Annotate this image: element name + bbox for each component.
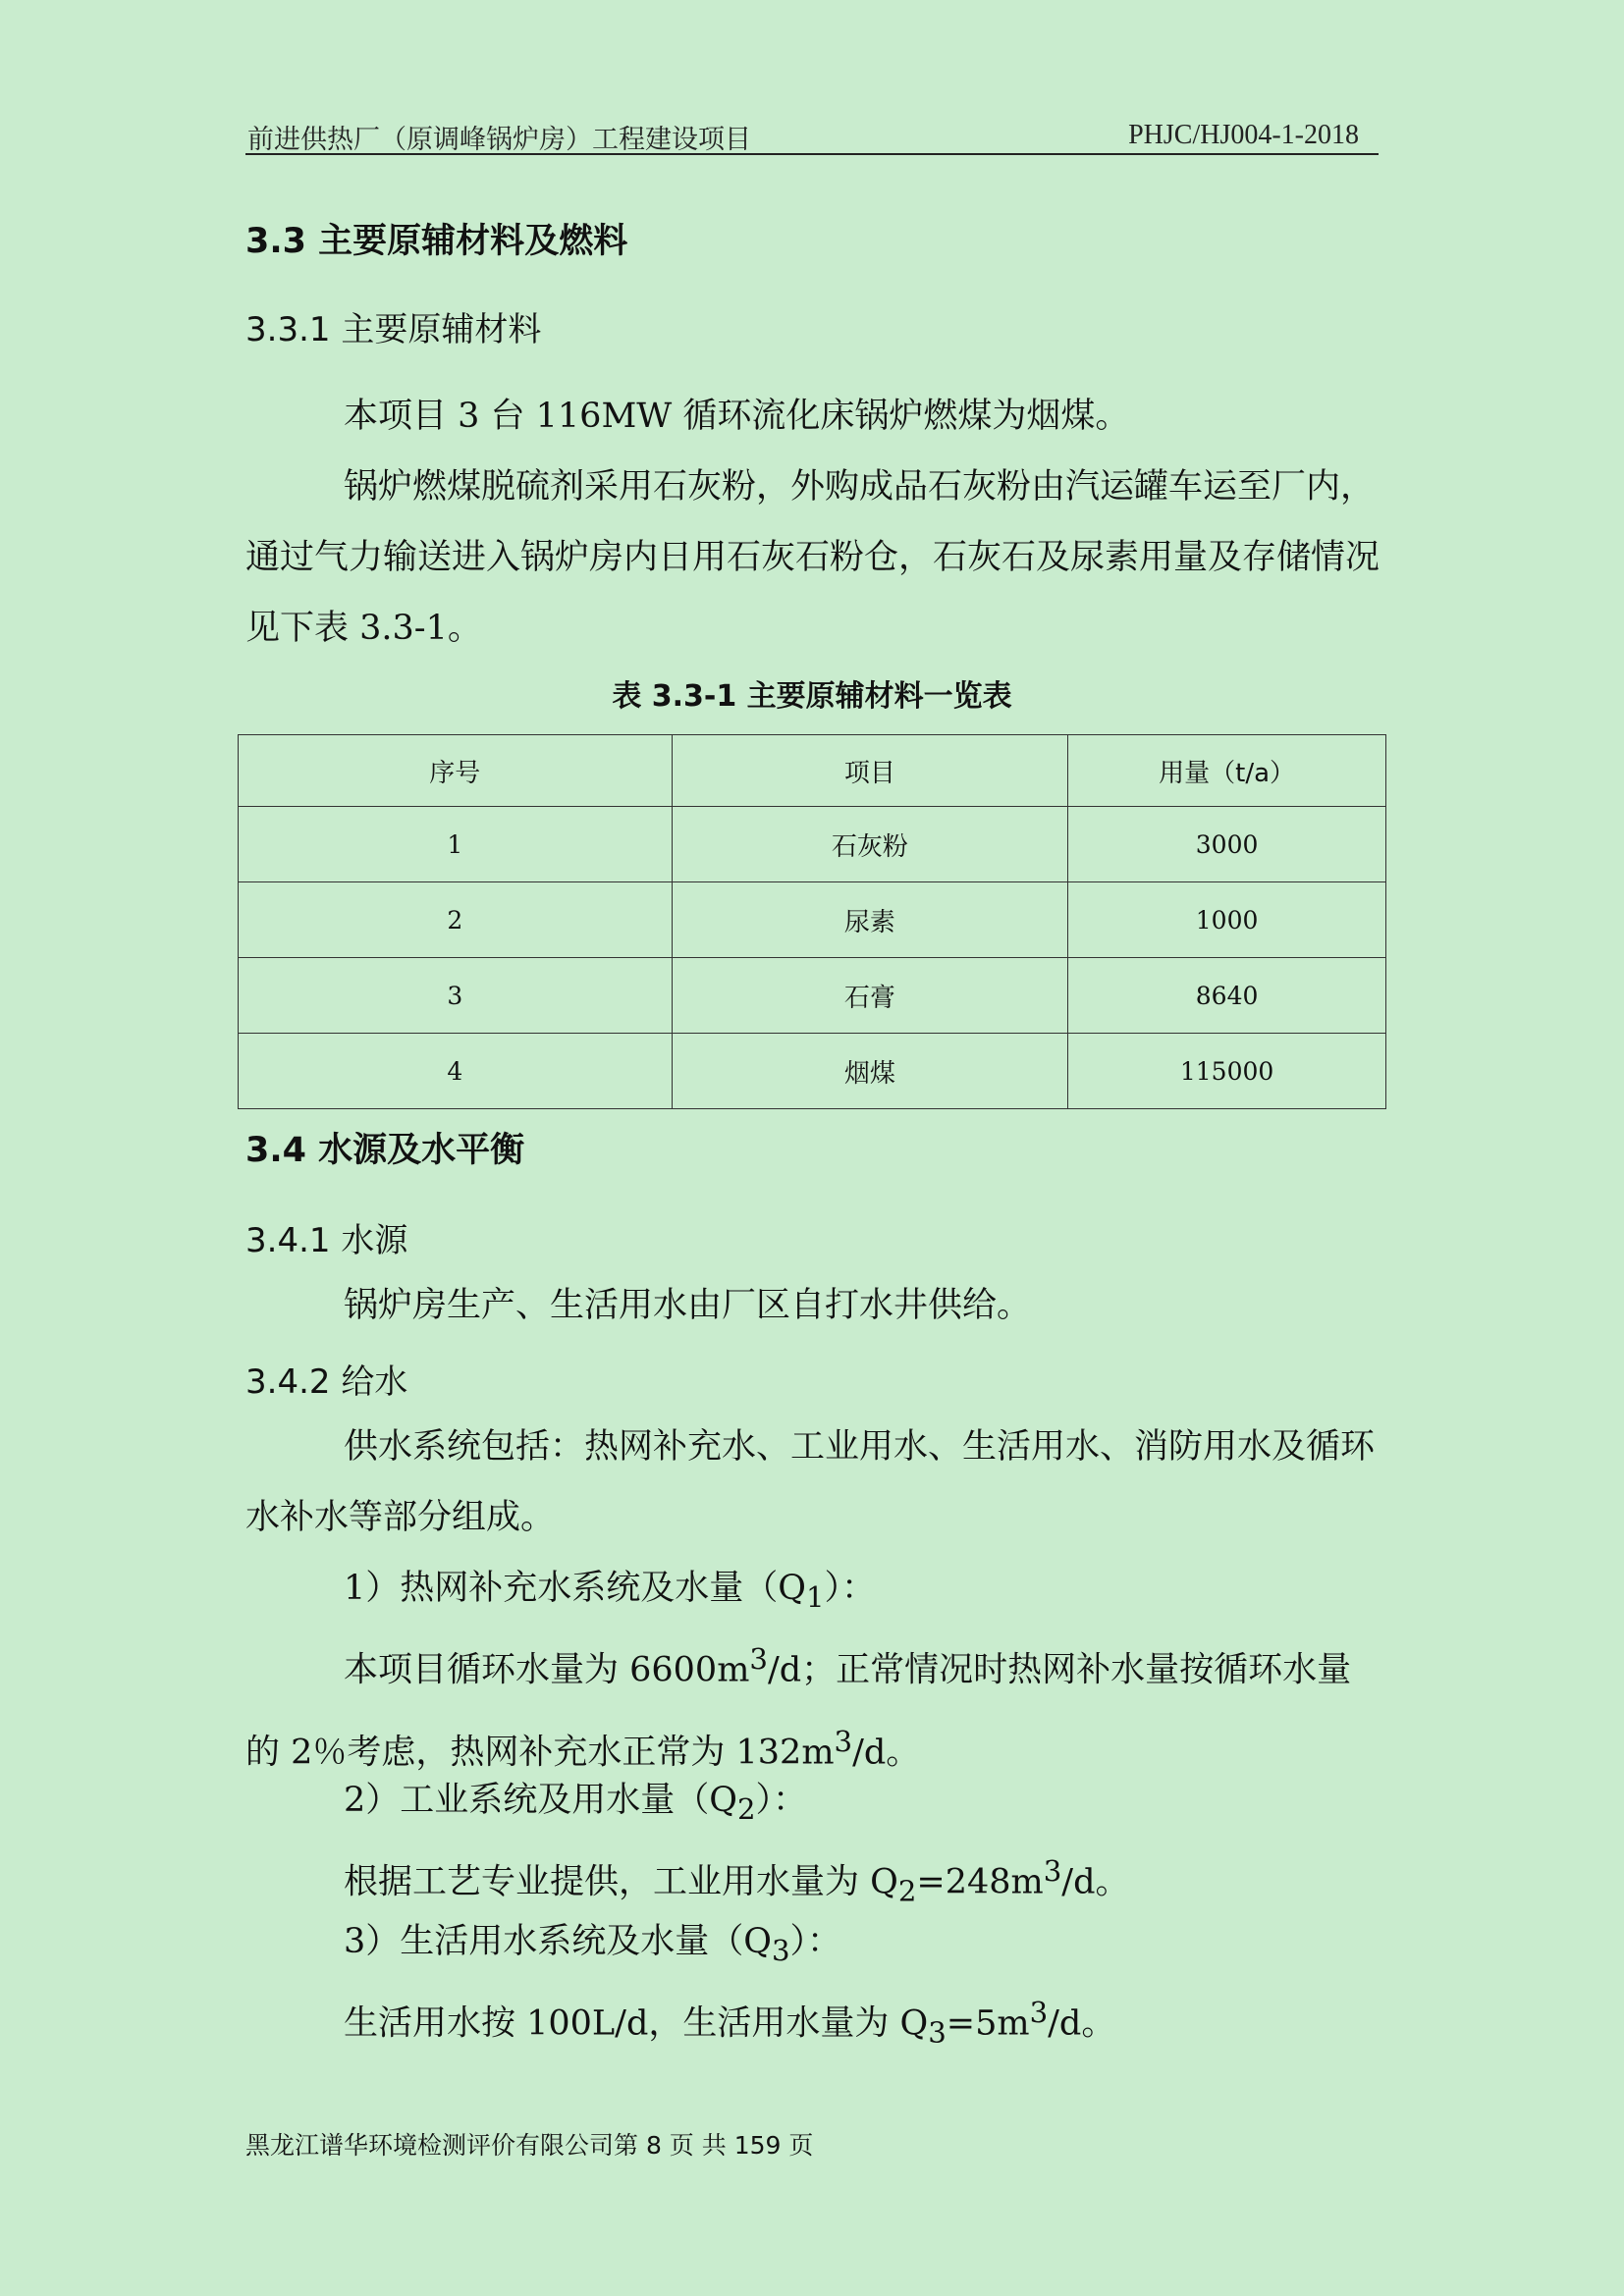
cell-item: 石灰粉 <box>672 807 1068 882</box>
section-3-4-1-title: 3.4.1 水源 <box>245 1221 408 1260</box>
header-doc-code: PHJC/HJ004-1-2018 <box>1128 120 1359 150</box>
q3-heading: 3）生活用水系统及水量$(Q_3)$： <box>344 1922 842 1967</box>
table-caption: 表 3.3-1 主要原辅材料一览表 <box>612 679 1012 714</box>
page-header <box>245 114 1379 155</box>
paragraph-water-source: 锅炉房生产、生活用水由厂区自打水井供给。 <box>344 1286 1032 1325</box>
section-3-3-1-title: 3.3.1 主要原辅材料 <box>245 310 542 349</box>
paragraph-desulfurizer: 锅炉燃煤脱硫剂采用石灰粉，外购成品石灰粉由汽运罐车运至厂内，通过气力输送进入锅炉房内日用石灰石粉仓，石灰石及尿素用量及存储情况见下表 3.3-1。 <box>245 467 1380 648</box>
cell-amount: 3000 <box>1068 807 1386 882</box>
cell-item: 烟煤 <box>672 1034 1068 1109</box>
q2-paragraph: 根据工艺专业提供，工业用水量为 $Q_2=248m^3/d$。 <box>344 1854 1130 1908</box>
section-3-3-title: 3.3 主要原辅材料及燃料 <box>245 222 628 261</box>
cell-amount: 115000 <box>1068 1034 1386 1109</box>
cell-item: 石膏 <box>672 958 1068 1034</box>
materials-table <box>238 734 1386 1109</box>
column-header-item: 项目 <box>672 735 1068 807</box>
cell-index: 3 <box>239 958 673 1034</box>
cell-index: 2 <box>239 882 673 958</box>
cell-item: 尿素 <box>672 882 1068 958</box>
header-project-title: 前进供热厂（原调峰锅炉房）工程建设项目 <box>247 125 751 155</box>
page-footer: 黑龙江谱华环境检测评价有限公司第 8 页 共 159 页 <box>245 2131 814 2160</box>
q1-paragraph: 本项目循环水量为 $6600m^3/d$；正常情况时热网补水量按循环水量的 2％考虑，热网补充水正常为 $132m^3/d$。 <box>245 1642 1352 1773</box>
table-header-row <box>239 735 1386 807</box>
q3-paragraph: 生活用水按 100L/d，生活用水量为 $Q_3=5m^3/d$。 <box>344 1996 1116 2050</box>
section-3-4-title: 3.4 水源及水平衡 <box>245 1131 525 1170</box>
q1-heading: 1）热网补充水系统及水量$(Q_1)$： <box>344 1569 877 1614</box>
table-row <box>239 807 1386 882</box>
q2-heading: 2）工业系统及用水量$(Q_2)$： <box>344 1781 808 1826</box>
cell-amount: 1000 <box>1068 882 1386 958</box>
table-row <box>239 1034 1386 1109</box>
paragraph-water-supply: 供水系统包括：热网补充水、工业用水、生活用水、消防用水及循环水补水等部分组成。 <box>245 1427 1376 1537</box>
column-header-amount: 用量（t/a） <box>1068 735 1386 807</box>
cell-index: 1 <box>239 807 673 882</box>
cell-amount: 8640 <box>1068 958 1386 1034</box>
table-row <box>239 882 1386 958</box>
column-header-index: 序号 <box>239 735 673 807</box>
table-row <box>239 958 1386 1034</box>
section-3-4-2-title: 3.4.2 给水 <box>245 1362 408 1402</box>
paragraph-fuel: 本项目 3 台 116MW 循环流化床锅炉燃煤为烟煤。 <box>344 397 1130 436</box>
cell-index: 4 <box>239 1034 673 1109</box>
